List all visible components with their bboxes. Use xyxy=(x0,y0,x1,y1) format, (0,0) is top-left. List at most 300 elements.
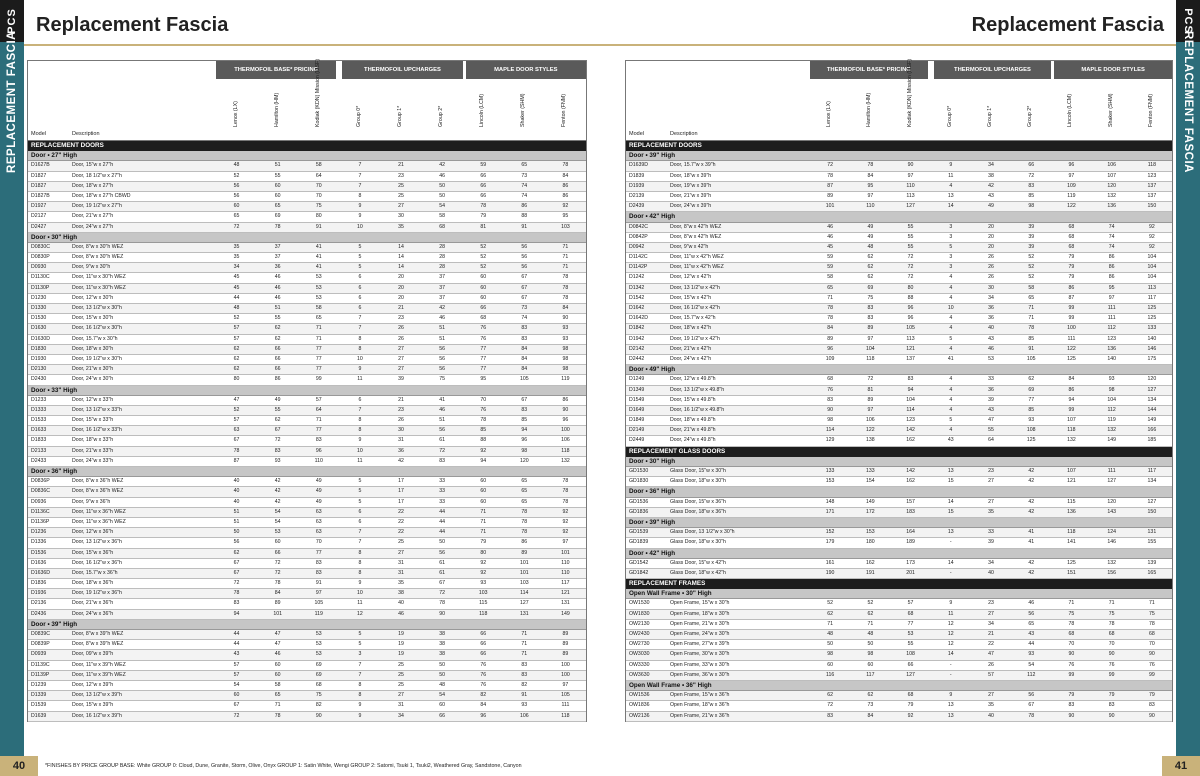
description-header: Description xyxy=(670,131,698,137)
table-row xyxy=(626,375,1172,385)
price-cell: 22 xyxy=(398,529,404,536)
price-cell: 80 xyxy=(315,213,322,220)
model-cell: D1639D xyxy=(629,162,649,169)
table-row xyxy=(626,355,1172,365)
price-cell: 71 xyxy=(480,508,487,515)
price-cell: 39 xyxy=(1028,233,1035,240)
table-row xyxy=(626,396,1172,406)
price-cell: 76 xyxy=(480,406,487,413)
price-cell: 75 xyxy=(1108,610,1115,617)
price-cell: 38 xyxy=(439,651,445,658)
price-cell: 65 xyxy=(233,213,240,220)
price-cell: 100 xyxy=(1067,325,1076,332)
description-cell: Door, 8"w x 39"h WEZ xyxy=(72,641,124,648)
price-cell: 55 xyxy=(907,233,914,240)
price-cell: 74 xyxy=(1108,243,1115,250)
column-group-header: THERMOFOIL BASE* PRICING xyxy=(216,61,336,79)
price-cell: 22 xyxy=(988,641,994,648)
price-cell: 98 xyxy=(827,651,833,658)
table-row xyxy=(626,671,1172,681)
price-cell: 27 xyxy=(398,366,404,373)
price-cell: 67 xyxy=(233,559,240,566)
price-cell: 34 xyxy=(988,620,994,627)
price-cell: 4 xyxy=(949,396,953,403)
price-cell: 3 xyxy=(949,233,953,240)
table-row xyxy=(626,436,1172,446)
price-cell: 120 xyxy=(1107,498,1116,505)
price-cell: 8 xyxy=(358,192,362,199)
price-cell: 79 xyxy=(907,702,914,709)
price-cell: 78 xyxy=(439,600,445,607)
model-cell: D2136 xyxy=(31,600,47,607)
price-cell: 5 xyxy=(358,264,362,271)
price-cell: 101 xyxy=(519,569,529,576)
price-cell: 71 xyxy=(480,529,487,536)
price-cell: 9 xyxy=(358,712,362,719)
price-cell: 17 xyxy=(398,498,404,505)
table-row xyxy=(28,579,586,589)
subsection-header: Door • 39" High xyxy=(626,151,1172,161)
model-cell: D1136C xyxy=(31,508,50,515)
table-row xyxy=(626,467,1172,477)
price-cell: 103 xyxy=(561,223,570,230)
price-cell: 42 xyxy=(988,182,994,189)
price-cell: 101 xyxy=(273,610,282,617)
price-cell: 122 xyxy=(1067,203,1076,210)
price-cell: 57 xyxy=(233,671,240,678)
description-cell: Door, 18"w x 39"h xyxy=(670,172,712,179)
model-cell: D1136P xyxy=(31,518,50,525)
price-cell: 13 xyxy=(947,192,954,199)
price-cell: 121 xyxy=(1067,478,1076,485)
column-header-label: Fenton (FNM) xyxy=(1147,94,1154,128)
column-header-label: Hamilton (HM) xyxy=(866,93,873,128)
price-cell: 70 xyxy=(315,182,322,189)
price-cell: 92 xyxy=(1148,223,1155,230)
table-row xyxy=(626,284,1172,294)
price-cell: 47 xyxy=(988,417,994,424)
price-cell: 90 xyxy=(1148,712,1155,719)
price-cell: 119 xyxy=(561,376,570,383)
price-cell: 96 xyxy=(1068,162,1075,169)
price-cell: 31 xyxy=(398,569,404,576)
price-cell: 78 xyxy=(233,590,240,597)
price-cell: 34 xyxy=(233,264,240,271)
price-cell: 127 xyxy=(1147,498,1157,505)
description-cell: Door, 15.7"w x 36"h xyxy=(72,569,118,576)
price-cell: 56 xyxy=(1028,610,1035,617)
price-cell: 11 xyxy=(948,610,954,617)
price-cell: 26 xyxy=(988,274,994,281)
price-cell: 11 xyxy=(948,172,954,179)
price-cell: 44 xyxy=(439,518,445,525)
column-header xyxy=(982,81,1000,133)
model-cell: D1827 xyxy=(31,182,47,189)
price-cell: 101 xyxy=(519,559,529,566)
price-cell: 44 xyxy=(439,529,445,536)
price-cell: 77 xyxy=(315,366,322,373)
price-cell: 7 xyxy=(358,671,362,678)
price-cell: 129 xyxy=(825,437,835,444)
subsection-header: Door • 30" High xyxy=(28,233,586,243)
price-cell: 70 xyxy=(1148,641,1155,648)
price-cell: 123 xyxy=(906,417,915,424)
price-cell: 57 xyxy=(233,661,240,668)
price-cell: 78 xyxy=(480,417,487,424)
model-cell: OW1530 xyxy=(629,600,650,607)
price-cell: 68 xyxy=(827,376,833,383)
price-cell: 8 xyxy=(358,569,362,576)
price-cell: 71 xyxy=(827,620,833,627)
table-row xyxy=(28,375,586,385)
table-row xyxy=(28,182,586,192)
price-cell: 132 xyxy=(1107,559,1116,566)
description-cell: Door, 12"w x 39"h xyxy=(72,681,114,688)
model-cell: D1530 xyxy=(31,315,47,322)
price-cell: 55 xyxy=(274,172,281,179)
price-cell: 46 xyxy=(398,610,404,617)
model-cell: D0936 xyxy=(31,498,47,505)
price-cell: 50 xyxy=(439,661,445,668)
price-cell: 78 xyxy=(1028,325,1035,332)
description-cell: Door, 21"w x 27"h xyxy=(72,213,114,220)
price-cell: 41 xyxy=(1028,529,1035,536)
price-cell: 30 xyxy=(988,284,994,291)
price-cell: 7 xyxy=(358,529,362,536)
model-cell: OW3630 xyxy=(629,671,650,678)
table-row xyxy=(626,528,1172,538)
price-cell: 78 xyxy=(1148,620,1155,627)
price-cell: 66 xyxy=(907,661,914,668)
price-cell: 9 xyxy=(949,692,953,699)
price-cell: 132 xyxy=(1107,427,1116,434)
price-cell: 84 xyxy=(274,590,281,597)
price-cell: 83 xyxy=(521,406,528,413)
price-cell: 92 xyxy=(480,447,487,454)
price-cell: 71 xyxy=(1108,600,1115,607)
price-cell: 43 xyxy=(1028,631,1035,637)
price-cell: 46 xyxy=(274,274,281,281)
price-cell: 136 xyxy=(1067,508,1076,515)
price-cell: 179 xyxy=(825,539,835,546)
price-cell: 27 xyxy=(398,355,404,362)
price-cell: 9 xyxy=(358,580,362,587)
price-cell: 133 xyxy=(866,468,875,474)
price-cell: 68 xyxy=(907,692,914,699)
price-cell: 70 xyxy=(315,539,322,546)
price-cell: 96 xyxy=(907,305,914,311)
price-cell: 66 xyxy=(274,355,281,362)
table-row xyxy=(626,335,1172,345)
model-cell: D2439 xyxy=(629,203,645,210)
table-row xyxy=(28,345,586,355)
price-cell: 124 xyxy=(1107,529,1116,536)
price-cell: 44 xyxy=(1028,641,1035,648)
price-cell: 131 xyxy=(519,610,529,617)
price-cell: 117 xyxy=(866,671,875,678)
description-cell: Door, 21"w x 42"h xyxy=(670,345,712,352)
price-cell: 3 xyxy=(949,223,953,230)
table-row xyxy=(626,406,1172,416)
price-cell: 98 xyxy=(562,345,569,352)
price-cell: 90 xyxy=(1108,712,1115,719)
table-row xyxy=(626,161,1172,171)
price-cell: 49 xyxy=(315,488,322,495)
price-cell: 131 xyxy=(1147,529,1157,536)
price-cell: 58 xyxy=(439,213,445,220)
price-cell: 45 xyxy=(233,284,240,291)
footnote: *FINISHES BY PRICE GROUP BASE: White GROUP 0: Cloud, Dune, Granite, Storm, Olive, Onyx GROUP 1: Satin White, Wengi GROUP 2: Satomi, Tsuki 1, Tsuki2, Weathered Gray, Sandstone, Canyon xyxy=(45,763,522,769)
price-cell: 155 xyxy=(1147,539,1157,546)
description-cell: Open Frame, 24"w x 30"h xyxy=(670,631,730,637)
table-row xyxy=(28,487,586,497)
model-cell: D1239 xyxy=(31,681,47,688)
price-cell: 83 xyxy=(827,712,833,719)
price-cell: 71 xyxy=(274,702,281,709)
price-cell: 78 xyxy=(1068,620,1075,627)
price-cell: 72 xyxy=(439,590,445,597)
price-cell: 88 xyxy=(521,213,528,220)
price-cell: 68 xyxy=(907,610,914,617)
price-cell: 65 xyxy=(1028,620,1035,627)
price-cell: 9 xyxy=(949,600,953,607)
model-cell: D1249 xyxy=(629,376,645,383)
column-header xyxy=(556,81,574,133)
price-cell: 74 xyxy=(1108,223,1115,230)
price-cell: 44 xyxy=(233,631,240,637)
table-row xyxy=(28,681,586,691)
description-cell: Door, 12"w x 36"h xyxy=(72,529,114,536)
price-cell: 54 xyxy=(439,692,445,699)
price-cell: 118 xyxy=(561,712,570,719)
price-cell: 83 xyxy=(867,305,874,311)
price-cell: 83 xyxy=(439,457,445,464)
column-group-header: THERMOFOIL UPCHARGES xyxy=(342,61,462,79)
price-cell: 5 xyxy=(358,631,362,637)
page-title: Replacement Fascia xyxy=(36,14,229,36)
price-cell: 151 xyxy=(1067,569,1076,576)
price-cell: 67 xyxy=(274,427,281,434)
table-row xyxy=(28,223,586,233)
table-row xyxy=(28,324,586,334)
price-cell: 83 xyxy=(1028,182,1035,189)
price-cell: 19 xyxy=(398,651,404,658)
table-row xyxy=(28,365,586,375)
price-cell: 71 xyxy=(521,651,528,658)
price-cell: 79 xyxy=(480,213,487,220)
price-cell: 80 xyxy=(907,284,914,291)
description-cell: Open Frame, 18"w x 30"h xyxy=(670,610,730,617)
table-row xyxy=(626,416,1172,426)
price-cell: 58 xyxy=(827,274,833,281)
price-cell: 95 xyxy=(1108,284,1115,291)
price-cell: 92 xyxy=(480,559,487,566)
description-cell: Door, 24"w x 33"h xyxy=(72,457,114,464)
price-cell: 71 xyxy=(315,335,322,342)
price-cell: 69 xyxy=(315,661,322,668)
description-cell: Door, 12"w x 42"h xyxy=(670,274,712,281)
price-cell: 62 xyxy=(1028,376,1035,383)
price-cell: 8 xyxy=(358,335,362,342)
price-cell: 96 xyxy=(562,417,569,424)
price-cell: 95 xyxy=(562,213,569,220)
price-cell: 100 xyxy=(561,427,570,434)
price-cell: 83 xyxy=(315,559,322,566)
price-cell: 53 xyxy=(274,529,281,536)
price-cell: 114 xyxy=(906,406,915,413)
model-cell: OW2730 xyxy=(629,641,650,648)
price-cell: 162 xyxy=(906,437,915,444)
price-cell: 183 xyxy=(906,508,915,515)
price-cell: 14 xyxy=(398,254,404,261)
price-cell: 52 xyxy=(1028,254,1035,261)
subsection-header: Door • 36" High xyxy=(28,467,586,477)
description-cell: Door, 21"w x 30"h xyxy=(72,366,114,373)
price-cell: 63 xyxy=(315,529,322,536)
table-row xyxy=(28,498,586,508)
price-cell: 60 xyxy=(274,539,281,546)
price-cell: 146 xyxy=(1147,345,1157,352)
price-cell: 71 xyxy=(1028,305,1035,311)
price-cell: 58 xyxy=(315,305,322,311)
price-cell: 84 xyxy=(827,325,833,332)
price-cell: 80 xyxy=(480,549,487,556)
model-cell: D1233 xyxy=(31,396,47,403)
price-cell: 78 xyxy=(562,162,569,169)
price-cell: 119 xyxy=(1067,192,1076,199)
price-cell: 60 xyxy=(233,203,240,210)
price-cell: 111 xyxy=(1067,335,1076,342)
model-cell: D1230 xyxy=(31,294,47,301)
price-cell: 91 xyxy=(315,223,322,230)
price-cell: 43 xyxy=(947,437,954,444)
price-cell: 76 xyxy=(1108,661,1115,668)
price-cell: 62 xyxy=(827,610,833,617)
price-cell: 13 xyxy=(947,712,954,719)
price-cell: 123 xyxy=(1107,335,1116,342)
price-cell: 47 xyxy=(274,631,281,637)
table-row xyxy=(28,161,586,171)
price-cell: 77 xyxy=(480,355,487,362)
price-cell: 60 xyxy=(233,692,240,699)
description-cell: Door, 11"w x 42"h WEZ xyxy=(670,264,724,271)
model-cell: GD1836 xyxy=(629,508,649,515)
price-cell: 92 xyxy=(562,518,569,525)
price-cell: 84 xyxy=(562,172,569,179)
brand-logo: PCS xyxy=(1176,0,1200,42)
price-cell: 40 xyxy=(988,569,994,576)
price-cell: 36 xyxy=(988,315,994,322)
column-header xyxy=(1103,81,1121,133)
price-cell: 66 xyxy=(274,345,281,352)
price-cell: 111 xyxy=(1107,468,1116,474)
price-cell: 83 xyxy=(521,671,528,678)
price-cell: 60 xyxy=(480,498,487,505)
subsection-header: Door • 39" High xyxy=(28,620,586,630)
price-cell: 93 xyxy=(562,325,569,332)
price-cell: 66 xyxy=(480,182,487,189)
model-cell: GD1530 xyxy=(629,468,649,474)
price-cell: 44 xyxy=(233,294,240,301)
model-cell: D1330 xyxy=(31,305,47,311)
price-cell: 55 xyxy=(907,243,914,250)
price-cell: 51 xyxy=(274,162,281,169)
price-cell: 50 xyxy=(439,192,445,199)
description-cell: Door, 15.7"w x 42"h xyxy=(670,315,716,322)
table-row xyxy=(28,314,586,324)
model-cell: D1649 xyxy=(629,406,645,413)
subsection-header: Open Wall Frame • 30" High xyxy=(626,589,1172,599)
price-cell: 56 xyxy=(439,345,445,352)
price-cell: 122 xyxy=(1067,345,1076,352)
model-cell: D1139P xyxy=(31,671,50,678)
price-cell: 150 xyxy=(1147,508,1157,515)
description-cell: Open Frame, 21"w x 36"h xyxy=(670,712,730,719)
model-cell: D2433 xyxy=(31,457,47,464)
column-header xyxy=(474,81,492,133)
price-cell: 76 xyxy=(1068,661,1075,668)
model-cell: D1333 xyxy=(31,406,47,413)
price-cell: 42 xyxy=(1028,569,1035,576)
price-cell: 83 xyxy=(233,600,240,607)
price-cell: 11 xyxy=(357,376,363,383)
price-cell: 95 xyxy=(867,182,874,189)
price-cell: 21 xyxy=(988,631,994,637)
price-cell: 56 xyxy=(439,427,445,434)
price-cell: 149 xyxy=(866,498,875,505)
price-cell: 38 xyxy=(398,590,404,597)
price-cell: 36 xyxy=(988,386,994,393)
price-cell: 35 xyxy=(233,254,240,261)
price-cell: 71 xyxy=(562,243,569,250)
price-cell: 8 xyxy=(358,681,362,688)
description-cell: Door, 13 1/2"w x 39"h xyxy=(72,692,122,699)
price-cell: 98 xyxy=(521,447,528,454)
price-cell: 87 xyxy=(233,457,240,464)
price-cell: 71 xyxy=(315,417,322,424)
column-header xyxy=(1022,81,1040,133)
model-cell: GD1830 xyxy=(629,478,649,485)
description-cell: Door, 19"w x 39"h xyxy=(670,182,712,189)
price-cell: 84 xyxy=(521,366,528,373)
price-cell: 53 xyxy=(315,274,322,281)
price-cell: 14 xyxy=(947,203,954,210)
price-cell: 4 xyxy=(949,325,953,332)
price-cell: 96 xyxy=(480,712,487,719)
price-cell: 36 xyxy=(988,305,994,311)
price-cell: 96 xyxy=(827,345,833,352)
description-cell: Door, 11"w x 42"h WEZ xyxy=(670,254,724,261)
price-cell: 127 xyxy=(1147,386,1157,393)
price-cell: 20 xyxy=(398,274,404,281)
section-header: REPLACEMENT DOORS xyxy=(28,141,586,151)
price-cell: 38 xyxy=(439,641,445,648)
price-cell: 78 xyxy=(274,712,281,719)
column-header xyxy=(269,81,287,133)
description-cell: Door, 16 1/2"w x 36"h xyxy=(72,559,122,566)
table-row xyxy=(626,223,1172,233)
price-cell: 72 xyxy=(233,223,240,230)
price-cell: 46 xyxy=(274,294,281,301)
price-cell: 117 xyxy=(1147,468,1157,474)
table-row xyxy=(28,294,586,304)
price-cell: 7 xyxy=(358,182,362,189)
price-cell: 69 xyxy=(1028,386,1035,393)
side-tab xyxy=(0,31,24,756)
price-cell: 26 xyxy=(398,325,404,332)
price-cell: 6 xyxy=(358,508,362,515)
price-cell: 74 xyxy=(521,182,528,189)
